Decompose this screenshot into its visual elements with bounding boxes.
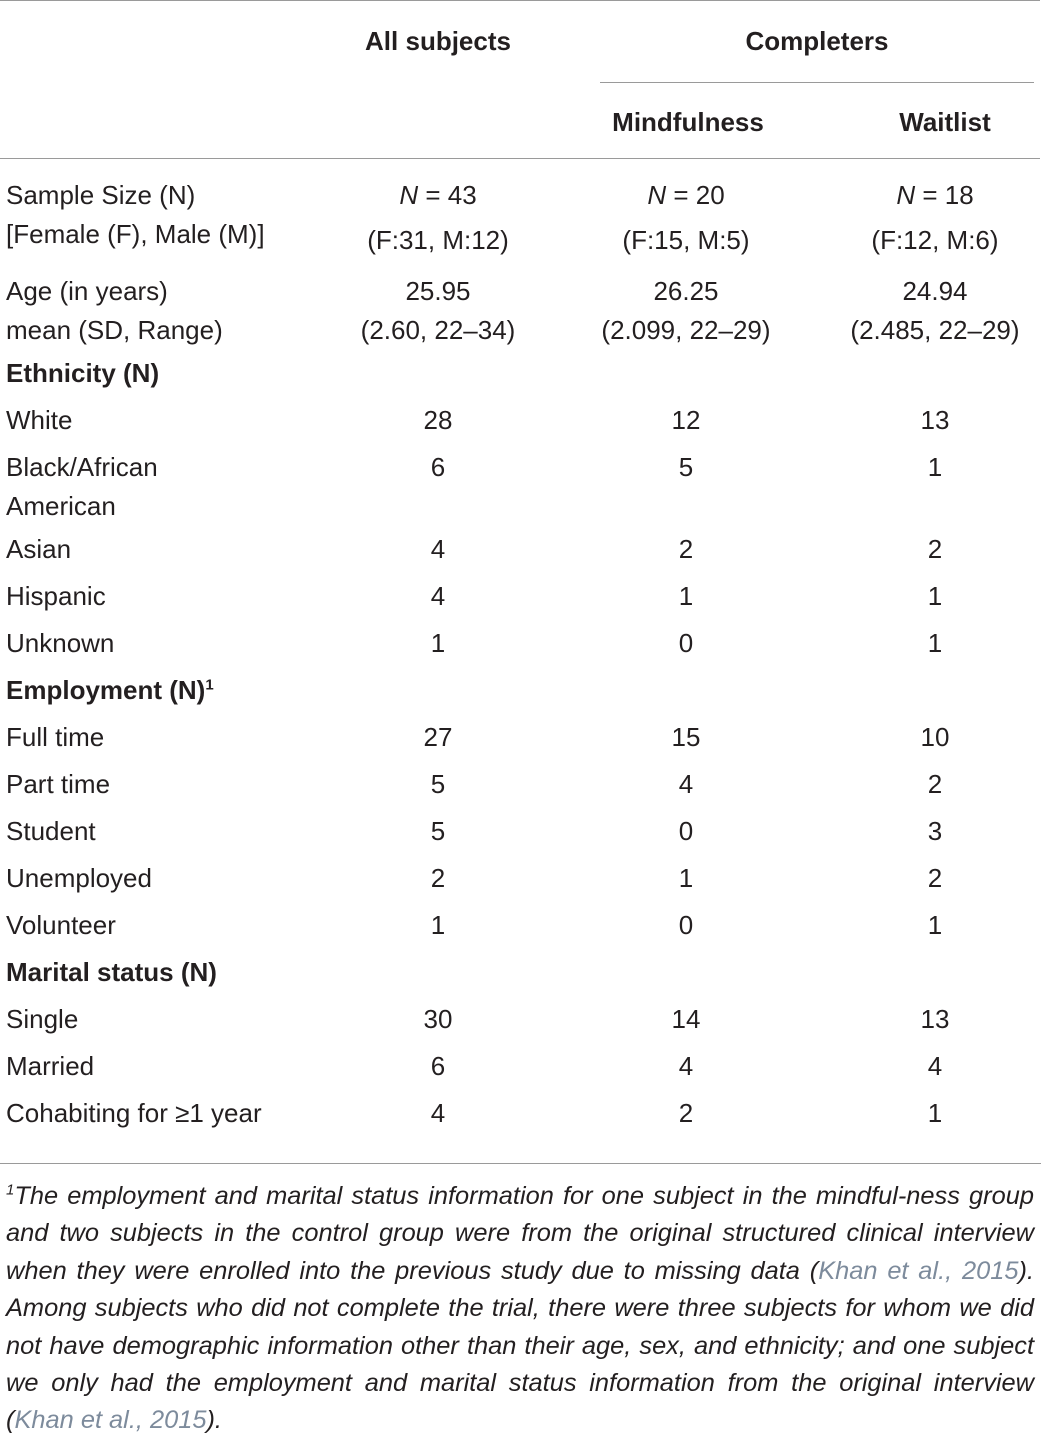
cell-value: 1 <box>678 581 694 611</box>
cell-value: 1 <box>430 628 446 658</box>
demographics-table <box>6 160 1034 1137</box>
table-row <box>6 855 1034 902</box>
cell-value: 0 <box>678 816 694 846</box>
section-header-marital <box>6 949 1034 996</box>
cell-value: 0 <box>678 910 694 940</box>
cell-value: (2.099, 22–29) <box>601 315 771 345</box>
row-label: White <box>6 405 73 435</box>
cell-value: 24.94 <box>902 276 968 306</box>
row-label: Unemployed <box>6 863 152 893</box>
table-row <box>6 1043 1034 1090</box>
cell-value: 5 <box>430 769 446 799</box>
cell-value: (F:12, M:6) <box>871 225 999 255</box>
section-header-employment <box>6 667 1034 714</box>
cell-value: (F:15, M:5) <box>622 225 750 255</box>
row-label: Unknown <box>6 628 115 658</box>
footnote-text: ). Among subjects who did not complete the trial, there were three subjects for whom we did not have demographic information other than their age, sex, and ethnicity; and one subject we only had the employment and marital status information from the original interview ( <box>6 1256 1034 1435</box>
cell-value: 27 <box>423 722 453 752</box>
table-row-sample-size <box>6 160 1034 260</box>
citation-link[interactable]: Khan et al., 2015 <box>14 1406 207 1435</box>
cell-value: N = 20 <box>647 180 725 210</box>
table-row <box>6 902 1034 949</box>
cell-value: 14 <box>671 1004 701 1034</box>
row-label: [Female (F), Male (M)] <box>6 219 265 249</box>
header-waitlist: Waitlist <box>899 107 991 137</box>
cell-value: 30 <box>423 1004 453 1034</box>
cell-value: (F:31, M:12) <box>367 225 509 255</box>
section-title: Ethnicity (N) <box>6 358 160 388</box>
cell-value: 2 <box>678 534 694 564</box>
footnote-text: The employment and marital status information for one subject in the mindful-ness group and two subjects in the control group were from the original structured clinical interview when they were enrolled into the previous study due to missing data ( <box>6 1182 1034 1285</box>
table-row <box>6 573 1034 620</box>
cell-value: 6 <box>430 452 446 482</box>
row-label: Part time <box>6 769 111 799</box>
cell-value: 6 <box>430 1051 446 1081</box>
cell-value: 4 <box>430 1098 446 1128</box>
cell-value: 1 <box>430 910 446 940</box>
row-label: Single <box>6 1004 79 1034</box>
cell-value: 1 <box>927 628 943 658</box>
cell-value: 26.25 <box>653 276 719 306</box>
table-footnote <box>6 1178 1034 1440</box>
footnote-text: ). <box>206 1406 222 1435</box>
table-row <box>6 397 1034 444</box>
table-row <box>6 808 1034 855</box>
header-mindfulness: Mindfulness <box>612 107 764 137</box>
row-label: Full time <box>6 722 105 752</box>
row-label: mean (SD, Range) <box>6 315 223 345</box>
cell-value: 28 <box>423 405 453 435</box>
cell-value: 10 <box>920 722 950 752</box>
cell-value: 1 <box>927 910 943 940</box>
cell-value: 4 <box>927 1051 943 1081</box>
cell-value: N = 43 <box>399 180 477 210</box>
table-row <box>6 1090 1034 1137</box>
cell-value: 2 <box>927 863 943 893</box>
table-row <box>6 996 1034 1043</box>
cell-value: (2.485, 22–29) <box>850 315 1020 345</box>
table-row <box>6 620 1034 667</box>
cell-value: 0 <box>678 628 694 658</box>
row-label: Hispanic <box>6 581 106 611</box>
row-label: Married <box>6 1051 95 1081</box>
cell-value: N = 18 <box>896 180 974 210</box>
cell-value: 3 <box>927 816 943 846</box>
cell-value: 13 <box>920 1004 950 1034</box>
cell-value: 15 <box>671 722 701 752</box>
table-row <box>6 714 1034 761</box>
cell-value: 4 <box>430 581 446 611</box>
footnote-marker: 1 <box>205 676 214 694</box>
header-all-subjects: All subjects <box>365 26 511 56</box>
table-row <box>6 444 1034 526</box>
row-label: Volunteer <box>6 910 116 940</box>
cell-value: 1 <box>927 581 943 611</box>
row-label: Cohabiting for ≥1 year <box>6 1098 262 1128</box>
table-header <box>6 0 1034 160</box>
row-label: Sample Size (N) <box>6 180 196 210</box>
cell-value: 25.95 <box>405 276 471 306</box>
cell-value: 1 <box>927 1098 943 1128</box>
cell-value: 2 <box>927 769 943 799</box>
cell-value: 2 <box>927 534 943 564</box>
header-bottom-rule <box>0 158 1040 159</box>
cell-value: 4 <box>678 769 694 799</box>
cell-value: 1 <box>678 863 694 893</box>
row-label: American <box>6 491 116 521</box>
cell-value: 13 <box>920 405 950 435</box>
table-row-age <box>6 260 1034 350</box>
cell-value: 5 <box>678 452 694 482</box>
row-label: Student <box>6 816 96 846</box>
cell-value: 1 <box>927 452 943 482</box>
section-header-ethnicity <box>6 350 1034 397</box>
table-row <box>6 526 1034 573</box>
footnote-marker: 1 <box>6 1181 15 1199</box>
top-rule <box>0 0 1040 1</box>
cell-value: 4 <box>430 534 446 564</box>
row-label: Asian <box>6 534 72 564</box>
row-label: Black/African <box>6 452 158 482</box>
citation-link[interactable]: Khan et al., 2015 <box>818 1256 1019 1285</box>
section-title: Marital status (N) <box>6 957 217 987</box>
section-title: Employment (N) <box>6 675 206 705</box>
row-label: Age (in years) <box>6 276 168 306</box>
cell-value: 2 <box>430 863 446 893</box>
completers-rule <box>600 82 1034 83</box>
cell-value: 5 <box>430 816 446 846</box>
cell-value: 2 <box>678 1098 694 1128</box>
table-row <box>6 761 1034 808</box>
cell-value: (2.60, 22–34) <box>360 315 516 345</box>
header-completers: Completers <box>745 26 889 56</box>
table-bottom-rule <box>0 1163 1041 1164</box>
cell-value: 4 <box>678 1051 694 1081</box>
demographics-table-container <box>6 0 1034 1137</box>
cell-value: 12 <box>671 405 701 435</box>
